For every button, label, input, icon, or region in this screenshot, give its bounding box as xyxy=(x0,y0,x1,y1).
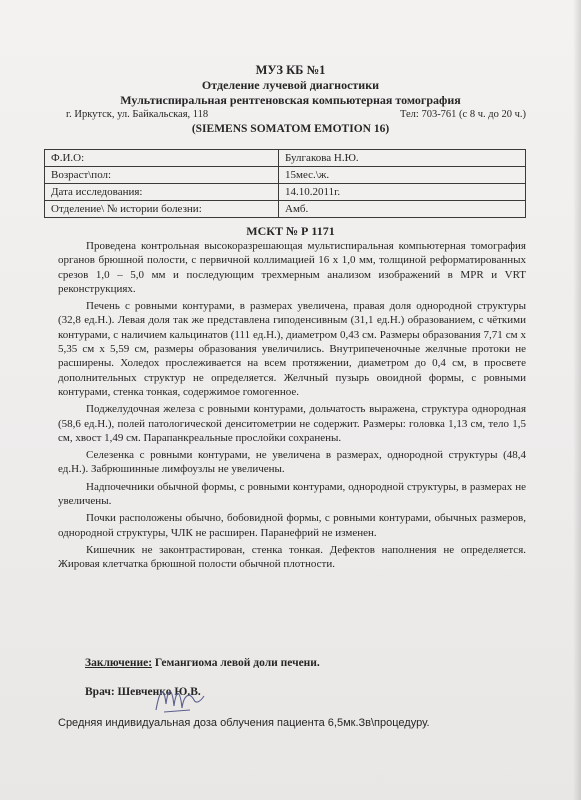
paragraph-liver: Печень с ровными контурами, в размерах увеличена, правая доля однородной структуры (32,8 ед.Н.). Левая доля так же представлена гиподенсивным (31,1 ед.Н.) образованием, с чёткими контурами, с наличием кальцинатов (111 ед.Н.), диаметром 0,43 см. Размеры образования 7,71 см х 5,35 см х 5,59 см, размеры образования увеличились. Внутрипеченочные желчные протоки не расширены. Холедох прослеживается на всем протяжении, диаметром до 0,4 см, в просвете дополнительных структур не определяется. Желчный пузырь овоидной формы, с ровными контурами, стенка тонкая, содержимое гомогенное. xyxy=(58,300,526,398)
conclusion xyxy=(85,657,320,669)
exam-date-value: 14.10.2011г. xyxy=(279,184,526,201)
report-body xyxy=(58,239,526,575)
patient-name-value: Булгакова Н.Ю. xyxy=(279,150,526,167)
department-record-value: Амб. xyxy=(279,201,526,218)
paragraph-adrenals: Надпочечники обычной формы, с ровными контурами, однородной структуры, в размерах не увеличены. xyxy=(58,480,526,508)
paragraph-protocol: Проведена контрольная высокоразрешающая мультиспиральная компьютерная томография органов брюшной полости, с первичной коллимацией 16 х 1,0 мм, толщиной реформатированных срезов 1,0 – 5,0 мм и последующим трехмерным анализом изображений в MPR и VRT реконструкциях. xyxy=(58,240,526,295)
table-row xyxy=(45,201,526,218)
address-line xyxy=(66,109,526,120)
address: г. Иркутск, ул. Байкальская, 118 xyxy=(66,109,209,120)
table-row xyxy=(45,167,526,184)
device-name: (SIEMENS SOMATOM EMOTION 16) xyxy=(191,123,390,135)
doctor-name: Врач: Шевченко Ю.В. xyxy=(85,686,201,698)
paragraph-spleen: Селезенка с ровными контурами, не увеличена в размерах, однородной структуры (48,4 ед.Н.). Забрюшинные лимфоузлы не увеличены. xyxy=(58,449,526,476)
age-sex-label: Возраст\пол: xyxy=(45,167,279,184)
paragraph-intestine: Кишечник не законтрастирован, стенка тонкая. Дефектов наполнения не определяется. Жировая клетчатка брюшной полости обычной плотности. xyxy=(58,543,526,571)
unit-name: Мультиспиральная рентгеновская компьютерная томография xyxy=(120,93,461,107)
conclusion-text: Гемангиома левой доли печени. xyxy=(152,657,320,669)
phone: Тел: 703-761 (с 8 ч. до 20 ч.) xyxy=(399,109,526,120)
report-title: МСКТ № Р 1171 xyxy=(246,224,335,238)
paragraph-pancreas: Поджелудочная железа с ровными контурами, дольчатость выражена, структура однородная (58,6 ед.Н.), полей патологической денситометрии не содержит. Размеры: головка 1,13 см, тело 1,5 см, хвост 1,49 см. Парапанкреальные прослойки сохранены. xyxy=(58,403,526,444)
dose-note: Средняя индивидуальная доза облучения пациента 6,5мк.Зв\процедуру. xyxy=(58,717,430,729)
conclusion-label: Заключение: xyxy=(85,657,153,669)
exam-date-label: Дата исследования: xyxy=(45,184,279,201)
table-row xyxy=(45,150,526,167)
signature-icon xyxy=(150,680,210,720)
table-row xyxy=(45,184,526,201)
org-name: МУЗ КБ №1 xyxy=(255,63,326,77)
paragraph-kidneys: Почки расположены обычно, бобовидной формы, с ровными контурами, обычных размеров, однородной структуры, ЧЛК не расширен. Паранефрий не изменен. xyxy=(58,512,526,539)
page-edge-shadow xyxy=(573,0,581,800)
age-sex-value: 15мес.\ж. xyxy=(279,167,526,184)
department-record-label: Отделение\ № истории болезни: xyxy=(45,201,279,218)
department-name: Отделение лучевой диагностики xyxy=(201,78,380,92)
patient-name-label: Ф.И.О: xyxy=(45,150,279,167)
patient-info-table xyxy=(44,149,526,218)
